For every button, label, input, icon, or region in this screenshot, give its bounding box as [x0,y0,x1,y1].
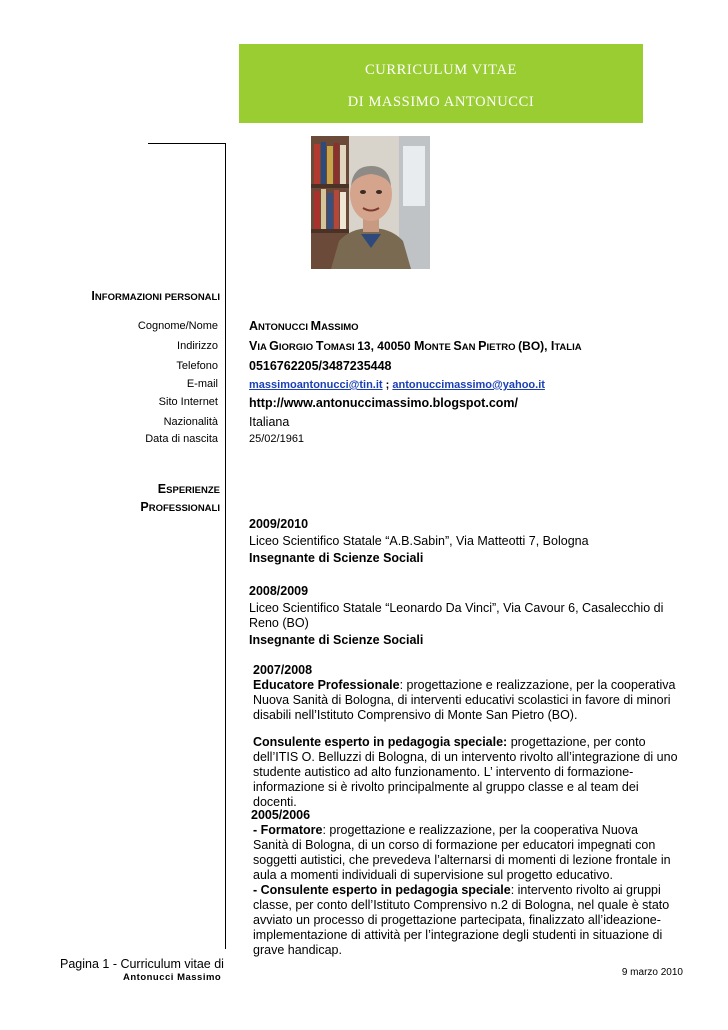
entry-description: Consulente esperto in pedagogia speciale: progettazione, per conto dell’ITIS O. Belluzzi di Bologna, di un intervento rivolto all’integrazione di uno studente autistico ad alto funzionamento. L’ intervento di formazione-informazione si è rivolto principalmente al gruppo classe e al team dei docenti. [253,735,678,809]
label-address: Indirizzo [177,340,218,352]
entry-description: - Consulente esperto in pedagogia speciale: intervento rivolto ai gruppi classe, per conto dell’Istituto Comprensivo n.2 di Bologna, nel quale è stato avviato un processo di progettazione partecipata, finalizzato all’ideazione-implementazione di attività per l’integrazione degli studenti in situazione di grave handicap. [253,883,670,957]
footer-date: 9 marzo 2010 [621,967,683,978]
label-name: Cognome/Nome [137,320,218,332]
cv-title: CURRICULUM VITAE [365,62,517,78]
cv-subtitle: DI MASSIMO ANTONUCCI [347,94,535,110]
label-birthdate: Data di nascita [145,433,218,445]
profile-photo [311,136,430,269]
entry-place: Liceo Scientifico Statale “A.B.Sabin”, Via Matteotti 7, Bologna [249,534,589,548]
entry-role: Insegnante di Scienze Sociali [249,551,424,565]
entry-year: 2005/2006 [251,808,311,822]
experience-entry [249,517,689,566]
experience-entry [253,663,683,810]
entry-year: 2007/2008 [253,663,313,677]
value-birthdate: 25/02/1961 [249,433,305,445]
label-email: E-mail [186,378,218,390]
entry-place: Liceo Scientifico Statale “Leonardo Da Vinci”, Via Cavour 6, Casalecchio di [249,601,664,615]
value-website[interactable]: http://www.antonuccimassimo.blogspot.com/ [249,396,518,410]
value-address: VIA GIORGIO TOMASI 13, 40050 MONTE SAN PIETRO (BO), ITALIA [249,339,582,353]
entry-place-cont: Reno (BO) [249,616,309,630]
entry-description: Educatore Professionale: progettazione e realizzazione, per la cooperativa Nuova Sanità di Bologna, di interventi educativi scolastici in favore di minori disabili nell’Istituto Comprensivo di Monte San Pietro (BO). [253,678,676,722]
entry-year: 2008/2009 [249,584,309,598]
footer-page-text: Pagina 1 - Curriculum vitae di [60,957,224,971]
email-link-2[interactable]: antonuccimassimo@yahoo.it [392,379,545,391]
label-website: Sito Internet [158,396,218,408]
value-nationality: Italiana [249,415,290,429]
value-phone: 0516762205/3487235448 [249,359,392,373]
experience-entry [249,584,689,648]
header-banner [239,44,643,123]
experience-entry [251,808,676,958]
label-nationality: Nazionalità [163,416,218,428]
footer-name: Antonucci Massimo [123,972,222,983]
value-email: massimoantonucci@tin.it ; antonuccimassimo@yahoo.it [249,379,545,391]
entry-role: Insegnante di Scienze Sociali [249,633,424,647]
entry-year: 2009/2010 [249,517,309,531]
column-top-rule [148,143,226,144]
email-link-1[interactable]: massimoantonucci@tin.it [249,379,383,391]
value-name: ANTONUCCI MASSIMO [249,319,359,333]
entry-description: - Formatore: progettazione e realizzazione, per la cooperativa Nuova Sanità di Bologna, di un corso di formazione per educatori impegnati con soggetti autistici, che prevedeva l’alternarsi di momenti di lezione frontale in aula a momenti individuali di supervisione sul progetto educativo. [253,823,671,882]
experience-heading: ESPERIENZE PROFESSIONALI [140,482,220,514]
label-phone: Telefono [176,360,218,372]
column-divider [225,143,226,949]
personal-info-heading: INFORMAZIONI PERSONALI [91,289,220,303]
